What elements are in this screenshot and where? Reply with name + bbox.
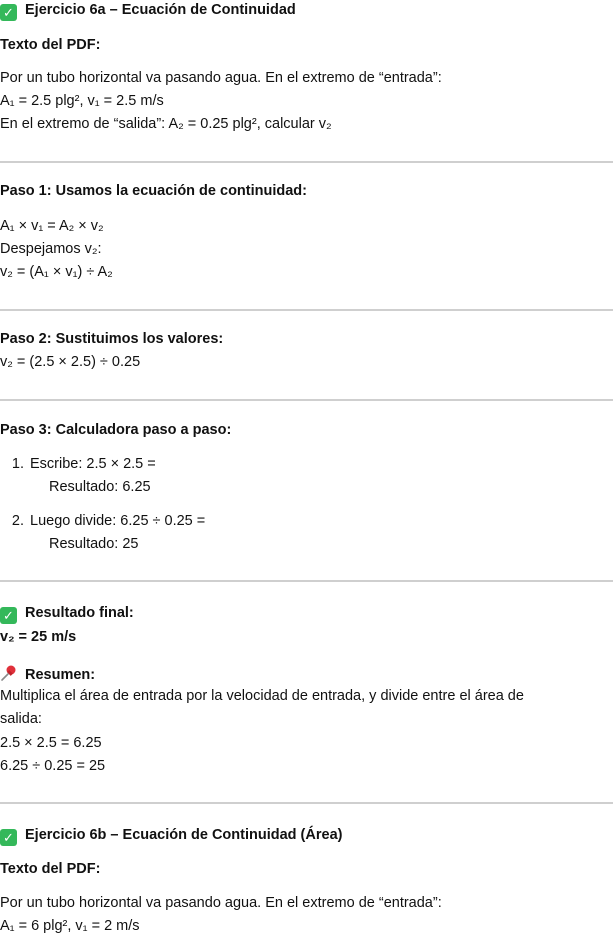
- check-square-icon: ✓: [0, 607, 17, 624]
- step-3-title: Paso 3: Calculadora paso a paso:: [0, 422, 232, 438]
- final-result-heading: ✓ Resultado final:: [0, 604, 134, 624]
- section-divider: [0, 161, 613, 163]
- pdf-text-label: Texto del PDF:: [0, 861, 101, 877]
- section-divider: [0, 309, 613, 311]
- list-item: 1. Escribe: 2.5 × 2.5 =: [0, 455, 156, 473]
- summary-text: salida:: [0, 711, 42, 727]
- summary-calc: 6.25 ÷ 0.25 = 25: [0, 758, 106, 774]
- pdf-text-label: Texto del PDF:: [0, 37, 101, 53]
- step-1-title: Paso 1: Usamos la ecuación de continuidad:: [0, 183, 307, 199]
- list-item-result: Resultado: 25: [49, 536, 139, 552]
- continuity-equation: A₁ × v₁ = A₂ × v₂: [0, 218, 104, 234]
- summary-calc: 2.5 × 2.5 = 6.25: [0, 735, 102, 751]
- pdf-text-line: A₁ = 2.5 plg², v₁ = 2.5 m/s: [0, 93, 164, 109]
- check-square-icon: ✓: [0, 829, 17, 846]
- clear-variable-text: Despejamos v₂:: [0, 241, 102, 257]
- list-item: 2. Luego divide: 6.25 ÷ 0.25 =: [0, 512, 205, 530]
- summary-heading: Resumen:: [0, 664, 95, 687]
- summary-text: Multiplica el área de entrada por la velocidad de entrada, y divide entre el área de: [0, 688, 524, 704]
- list-number: 2.: [11, 513, 24, 529]
- exercise-6a-title: ✓ Ejercicio 6a – Ecuación de Continuidad: [0, 1, 296, 21]
- exercise-6b-title: ✓ Ejercicio 6b – Ecuación de Continuidad (Área): [0, 826, 342, 846]
- section-divider: [0, 399, 613, 401]
- pdf-text-line: En el extremo de “salida”: A₂ = 0.25 plg², calcular v₂: [0, 116, 332, 132]
- pushpin-icon: [0, 664, 18, 687]
- pdf-text-line: Por un tubo horizontal va pasando agua. En el extremo de “entrada”:: [0, 70, 442, 86]
- solved-formula: v₂ = (A₁ × v₁) ÷ A₂: [0, 264, 113, 280]
- list-number: 1.: [11, 456, 24, 472]
- pdf-text-line: Por un tubo horizontal va pasando agua. En el extremo de “entrada”:: [0, 895, 442, 911]
- final-result-value: v₂ = 25 m/s: [0, 629, 77, 645]
- pdf-text-line: A₁ = 6 plg², v₁ = 2 m/s: [0, 918, 140, 934]
- section-divider: [0, 802, 613, 804]
- substitution-equation: v₂ = (2.5 × 2.5) ÷ 0.25: [0, 354, 141, 370]
- list-item-result: Resultado: 6.25: [49, 479, 151, 495]
- check-square-icon: ✓: [0, 4, 17, 21]
- step-2-title: Paso 2: Sustituimos los valores:: [0, 331, 224, 347]
- section-divider: [0, 580, 613, 582]
